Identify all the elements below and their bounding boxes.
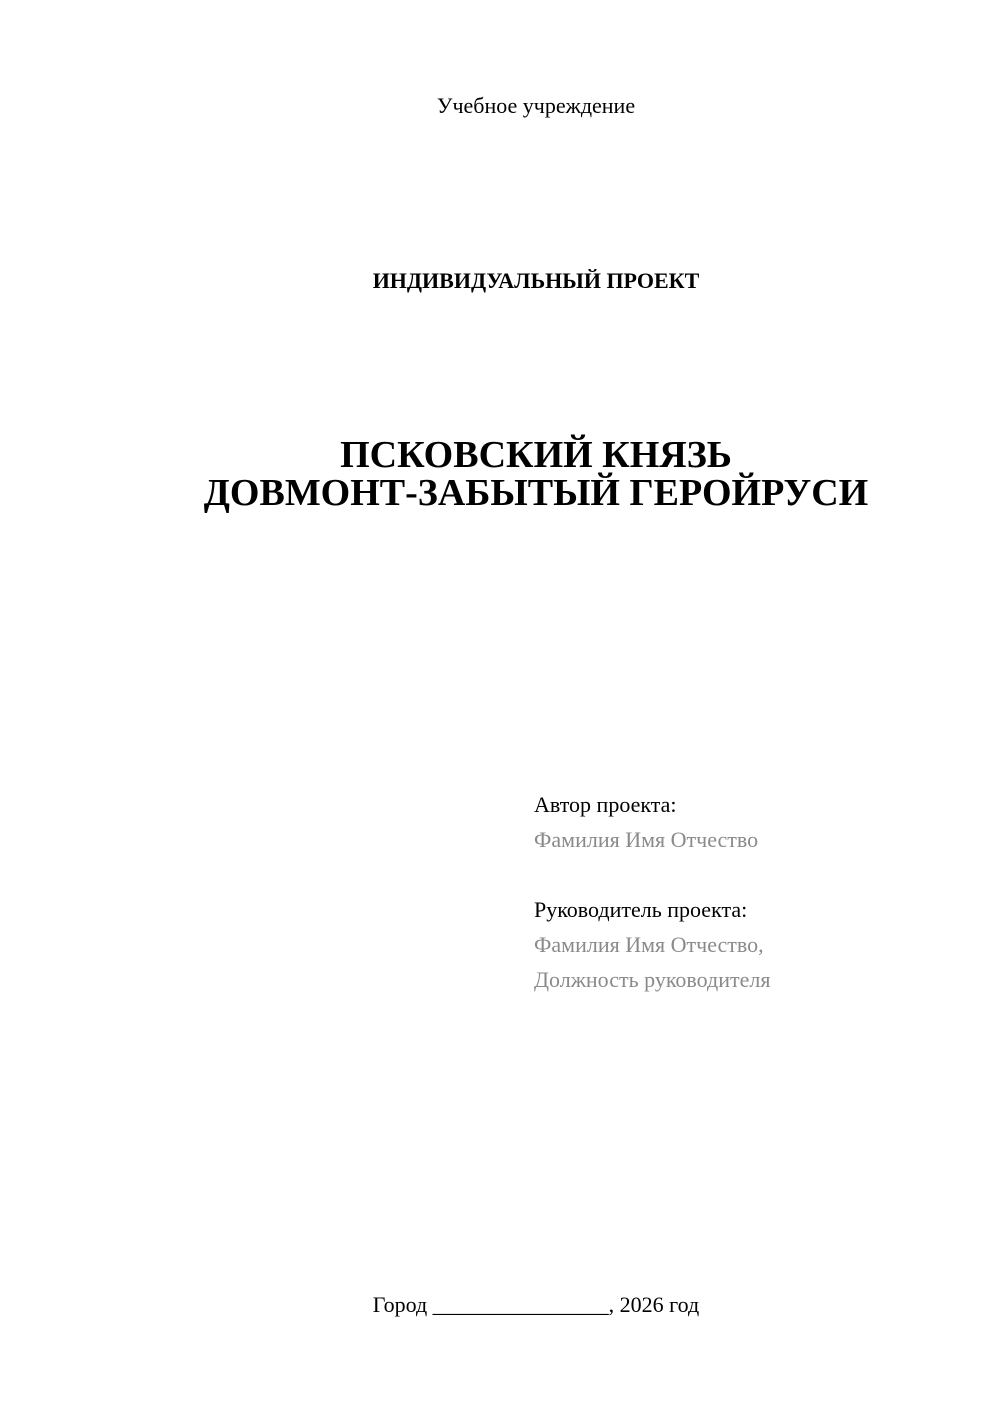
author-block (534, 787, 974, 857)
city-year-line: Город ________________, 2026 год (372, 1292, 700, 1317)
supervisor-label: Руководитель проекта: (534, 897, 748, 922)
author-name: Фамилия Имя Отчество (534, 827, 759, 852)
project-title-line-2: ДОВМОНТ-ЗАБЫТЫЙ ГЕРОЙРУСИ (203, 472, 869, 514)
supervisor-position: Должность руководителя (534, 967, 771, 992)
supervisor-block (534, 892, 974, 997)
institution-name: Учебное учреждение (436, 93, 636, 118)
supervisor-name: Фамилия Имя Отчество, (534, 932, 764, 957)
document-type: ИНДИВИДУАЛЬНЫЙ ПРОЕКТ (372, 268, 700, 293)
author-label: Автор проекта: (534, 792, 677, 817)
project-title-line-1: ПСКОВСКИЙ КНЯЗЬ (340, 434, 732, 476)
credits-block (534, 787, 974, 997)
project-title (0, 436, 1000, 512)
